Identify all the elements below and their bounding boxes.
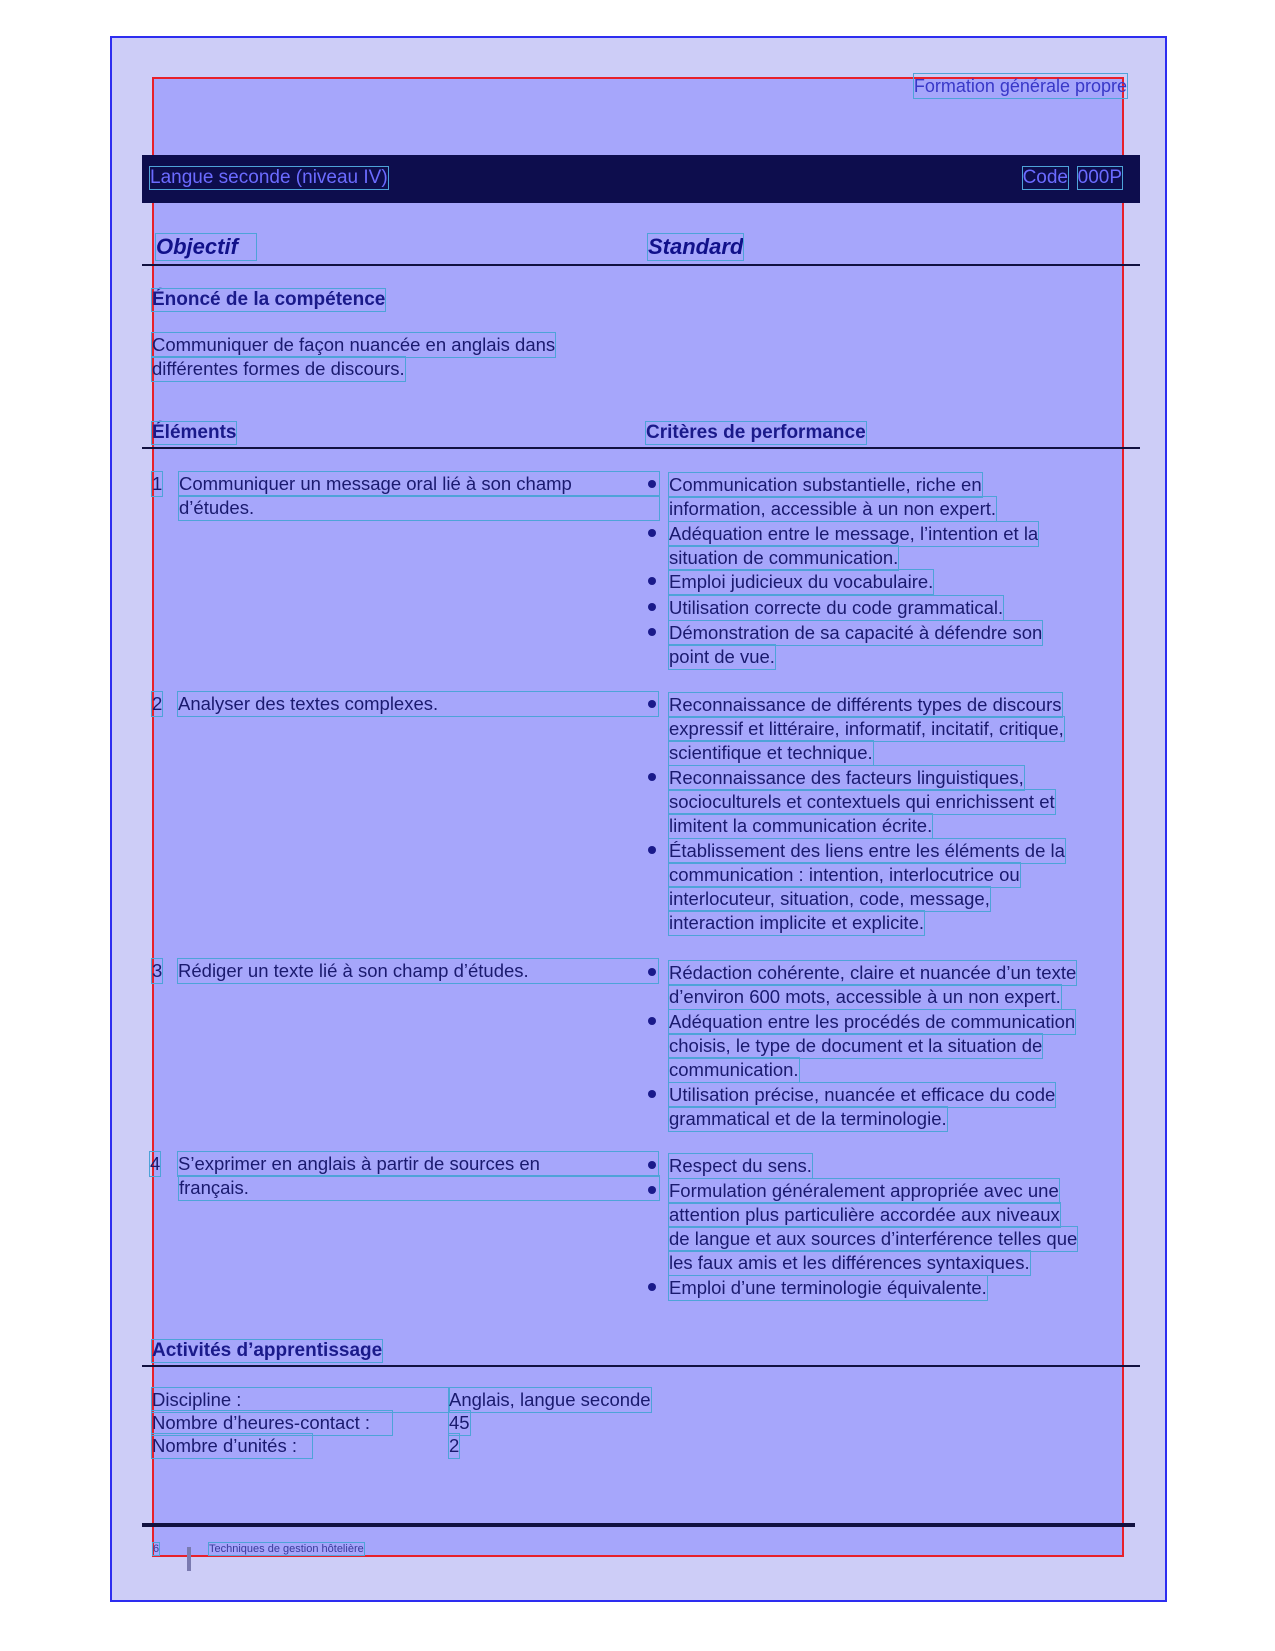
criteria-heading: Critères de performance (646, 422, 866, 443)
competence-line: Communiquer de façon nuancée en anglais dans (152, 334, 556, 355)
criterion-line: d’environ 600 mots, accessible à un non expert. (669, 986, 1061, 1007)
criterion-line: expressif et littéraire, informatif, incitatif, critique, (669, 718, 1064, 739)
criterion-line: Rédaction cohérente, claire et nuancée d’un texte (669, 962, 1077, 983)
course-title: Langue seconde (niveau IV) (150, 167, 388, 188)
units-label: Nombre d’unités : (152, 1434, 312, 1458)
bullet (648, 1090, 656, 1098)
criterion-line: de langue et aux sources d’interférence telles que (669, 1228, 1078, 1249)
element-number: 2 (152, 693, 163, 714)
footer-separator (187, 1547, 191, 1571)
criterion-line: Respect du sens. (669, 1155, 812, 1176)
footer-divider (142, 1523, 1135, 1527)
criterion-line: Formulation généralement appropriée avec une (669, 1180, 1059, 1201)
running-header: Formation générale propre (913, 76, 1127, 96)
divider (142, 1365, 1140, 1367)
bullet (648, 480, 656, 488)
bullet (648, 529, 656, 537)
bullet (648, 1017, 656, 1025)
bullet (648, 846, 656, 854)
hours-label: Nombre d’heures-contact : (152, 1411, 392, 1435)
objectif-heading: Objectif (156, 234, 256, 260)
bullet (648, 1186, 656, 1194)
criterion-line: situation de communication. (669, 547, 899, 568)
criterion-line: Reconnaissance des facteurs linguistiques, (669, 767, 1024, 788)
bullet (648, 1283, 656, 1291)
bullet (648, 968, 656, 976)
criterion-line: Démonstration de sa capacité à défendre son (669, 622, 1043, 643)
element-number: 1 (152, 473, 163, 494)
element-text: Rédiger un texte lié à son champ d’études. (178, 959, 658, 983)
element-text: Analyser des textes complexes. (178, 692, 658, 716)
element-text: d’études. (179, 496, 659, 520)
criterion-line: communication. (669, 1059, 799, 1080)
hours-value: 45 (449, 1412, 470, 1433)
criterion-line: Utilisation correcte du code grammatical. (669, 597, 1004, 618)
elements-heading: Éléments (152, 422, 237, 443)
criterion-line: Emploi judicieux du vocabulaire. (669, 571, 934, 592)
bullet (648, 577, 656, 585)
element-text: Communiquer un message oral lié à son champ (179, 472, 659, 496)
criterion-line: socioculturels et contextuels qui enrichissent et (669, 791, 1055, 812)
criterion-line: communication : intention, interlocutrice ou (669, 864, 1020, 885)
criterion-line: Emploi d’une terminologie équivalente. (669, 1277, 987, 1298)
bullet (648, 1161, 656, 1169)
criterion-line: Communication substantielle, riche en (669, 474, 982, 495)
criterion-line: Reconnaissance de différents types de discours (669, 694, 1062, 715)
element-number: 4 (150, 1153, 161, 1174)
page-number: 6 (153, 1543, 160, 1555)
bullet (648, 700, 656, 708)
footer-program: Techniques de gestion hôtelière (209, 1543, 364, 1555)
criterion-line: point de vue. (669, 646, 775, 667)
bullet (648, 603, 656, 611)
element-text: français. (179, 1176, 659, 1200)
criterion-line: limitent la communication écrite. (669, 815, 933, 836)
criterion-line: scientifique et technique. (669, 742, 873, 763)
element-number: 3 (152, 960, 163, 981)
activities-heading: Activités d’apprentissage (152, 1340, 383, 1361)
criterion-line: information, accessible à un non expert. (669, 498, 997, 519)
criterion-line: interaction implicite et explicite. (669, 912, 924, 933)
units-value: 2 (449, 1435, 460, 1456)
code-value: 000P (1077, 167, 1122, 188)
bullet (648, 773, 656, 781)
divider (142, 264, 1140, 266)
criterion-line: Établissement des liens entre les éléments de la (669, 840, 1065, 861)
criterion-line: Adéquation entre le message, l’intention et la (669, 523, 1039, 544)
criterion-line: grammatical et de la terminologie. (669, 1108, 947, 1129)
element-text: S’exprimer en anglais à partir de sources en (178, 1152, 658, 1176)
competence-heading: Énoncé de la compétence (152, 289, 386, 310)
discipline-value: Anglais, langue seconde (449, 1389, 651, 1410)
criterion-line: attention plus particulière accordée aux niveaux (669, 1204, 1060, 1225)
criterion-line: les faux amis et les différences syntaxiques. (669, 1252, 1030, 1273)
bullet (648, 628, 656, 636)
criterion-line: interlocuteur, situation, code, message, (669, 888, 990, 909)
divider (142, 447, 1140, 449)
criterion-line: choisis, le type de document et la situation de (669, 1035, 1043, 1056)
code-label: Code (1022, 167, 1068, 188)
competence-line: différentes formes de discours. (152, 358, 405, 379)
course-banner (142, 155, 1140, 203)
criterion-line: Utilisation précise, nuancée et efficace du code (669, 1084, 1056, 1105)
standard-heading: Standard (648, 234, 744, 259)
criterion-line: Adéquation entre les procédés de communication (669, 1011, 1076, 1032)
discipline-label: Discipline : (152, 1388, 449, 1412)
